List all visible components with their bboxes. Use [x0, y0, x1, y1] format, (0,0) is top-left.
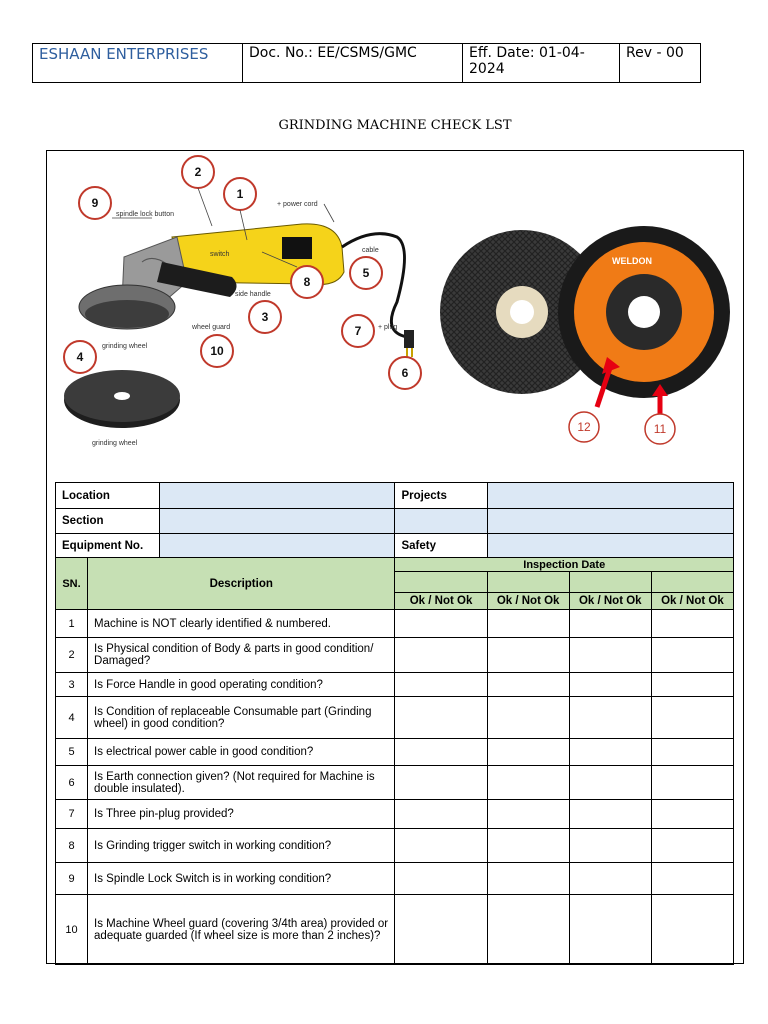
label-grinding-wheel-2: grinding wheel [92, 440, 138, 447]
status-cell[interactable] [651, 863, 733, 895]
grinder-illustration [52, 152, 742, 477]
label-wheel-guard: wheel guard [192, 324, 231, 331]
callout-3 [249, 301, 281, 333]
status-cell[interactable] [395, 766, 487, 800]
date-field-4[interactable] [651, 572, 733, 593]
effective-date: Eff. Date: 01-04-2024 [463, 44, 620, 82]
status-cell[interactable] [487, 766, 569, 800]
callout-9 [79, 187, 111, 219]
status-cell[interactable] [569, 697, 651, 739]
status-cell[interactable] [651, 697, 733, 739]
company-name: ESHAAN ENTERPRISES [33, 44, 243, 82]
row-sn: 10 [56, 895, 88, 965]
row-sn: 3 [56, 673, 88, 697]
label-cable: cable [362, 247, 379, 254]
row-description: Machine is NOT clearly identified & numbered. [88, 610, 395, 638]
label-plug: + plug [378, 324, 398, 331]
status-cell[interactable] [395, 739, 487, 766]
label-switch: switch [210, 251, 230, 258]
status-cell[interactable] [395, 829, 487, 863]
grinding-discs [440, 226, 730, 414]
callout-11 [645, 414, 675, 444]
status-cell[interactable] [569, 863, 651, 895]
table-row [56, 829, 734, 863]
revision: Rev - 00 [626, 45, 684, 61]
row-sn: 6 [56, 766, 88, 800]
row-description: Is Machine Wheel guard (covering 3/4th area) provided or adequate guarded (If wheel size is more than 2 inches)? [88, 895, 395, 965]
callout-12 [569, 412, 599, 442]
status-cell[interactable] [651, 766, 733, 800]
row-description: Is Three pin-plug provided? [88, 800, 395, 829]
status-cell[interactable] [487, 863, 569, 895]
document-header [32, 43, 701, 83]
sn-header: SN. [56, 558, 88, 610]
status-cell[interactable] [395, 638, 487, 673]
status-cell[interactable] [569, 610, 651, 638]
status-header-3: Ok / Not Ok [569, 593, 651, 610]
info-row-section [56, 509, 734, 534]
equipment-field[interactable] [160, 534, 395, 558]
date-field-1[interactable] [395, 572, 487, 593]
table-row [56, 697, 734, 739]
date-field-2[interactable] [487, 572, 569, 593]
table-row [56, 610, 734, 638]
section-field[interactable] [160, 509, 395, 534]
row-description: Is Spindle Lock Switch is in working condition? [88, 863, 395, 895]
status-cell[interactable] [487, 739, 569, 766]
row-description: Is Force Handle in good operating condition? [88, 673, 395, 697]
brand-label: WELDON [612, 256, 652, 266]
table-row [56, 800, 734, 829]
status-cell[interactable] [651, 673, 733, 697]
row-description: Is electrical power cable in good condition? [88, 739, 395, 766]
row-sn: 4 [56, 697, 88, 739]
info-row-equipment [56, 534, 734, 558]
inspection-date-header: Inspection Date [395, 558, 734, 572]
row-sn: 7 [56, 800, 88, 829]
doc-number: Doc. No.: EE/CSMS/GMC [243, 44, 463, 82]
label-spindle-lock: spindle lock button [116, 211, 174, 218]
row-description: Is Grinding trigger switch in working condition? [88, 829, 395, 863]
date-field-3[interactable] [569, 572, 651, 593]
row-sn: 1 [56, 610, 88, 638]
row-description: Is Condition of replaceable Consumable part (Grinding wheel) in good condition? [88, 697, 395, 739]
label-side-handle: side handle [235, 291, 271, 298]
svg-text:9: 9 [91, 196, 99, 210]
projects-label: Projects [395, 483, 487, 509]
status-cell[interactable] [569, 673, 651, 697]
svg-text:8: 8 [303, 275, 311, 289]
table-row [56, 739, 734, 766]
svg-text:7: 7 [354, 324, 362, 338]
status-cell[interactable] [651, 739, 733, 766]
status-cell[interactable] [395, 800, 487, 829]
status-cell[interactable] [395, 863, 487, 895]
header-row-1 [56, 558, 734, 572]
svg-text:12: 12 [577, 420, 591, 434]
page-title: GRINDING MACHINE CHECK LST [278, 118, 512, 133]
status-cell[interactable] [569, 739, 651, 766]
svg-text:4: 4 [76, 350, 84, 364]
status-cell[interactable] [569, 895, 651, 965]
svg-text:2: 2 [194, 165, 202, 179]
callout-5 [350, 257, 382, 289]
projects-field[interactable] [487, 483, 733, 509]
loose-grinding-wheel [64, 370, 180, 428]
status-cell[interactable] [487, 800, 569, 829]
status-cell[interactable] [569, 766, 651, 800]
callout-8 [291, 266, 323, 298]
status-cell[interactable] [569, 800, 651, 829]
table-row [56, 895, 734, 965]
callout-2 [182, 156, 214, 188]
row-description: Is Earth connection given? (Not required for Machine is double insulated). [88, 766, 395, 800]
status-header-1: Ok / Not Ok [395, 593, 487, 610]
svg-text:3: 3 [261, 310, 269, 324]
section-label: Section [56, 509, 160, 534]
section-extra-field[interactable] [395, 509, 487, 534]
svg-text:1: 1 [236, 187, 244, 201]
table-row [56, 766, 734, 800]
description-header: Description [88, 558, 395, 610]
info-row-location [56, 483, 734, 509]
label-power-cord: + power cord [277, 201, 318, 208]
row-sn: 8 [56, 829, 88, 863]
row-sn: 9 [56, 863, 88, 895]
row-description: Is Physical condition of Body & parts in good condition/ Damaged? [88, 638, 395, 673]
table-row [56, 673, 734, 697]
equipment-label: Equipment No. [56, 534, 160, 558]
status-cell[interactable] [487, 673, 569, 697]
table-row [56, 638, 734, 673]
status-header-4: Ok / Not Ok [651, 593, 733, 610]
status-cell[interactable] [651, 638, 733, 673]
section-extra-field-2[interactable] [487, 509, 733, 534]
status-cell[interactable] [651, 610, 733, 638]
callout-10 [201, 335, 233, 367]
safety-label: Safety [395, 534, 487, 558]
callout-1 [224, 178, 256, 210]
safety-field[interactable] [487, 534, 733, 558]
row-sn: 5 [56, 739, 88, 766]
svg-text:10: 10 [210, 344, 224, 358]
status-cell[interactable] [569, 829, 651, 863]
status-cell[interactable] [395, 697, 487, 739]
status-cell[interactable] [487, 697, 569, 739]
status-cell[interactable] [651, 895, 733, 965]
status-header-2: Ok / Not Ok [487, 593, 569, 610]
label-grinding-wheel-1: grinding wheel [102, 343, 148, 350]
svg-text:5: 5 [362, 266, 370, 280]
table-row [56, 863, 734, 895]
status-cell[interactable] [395, 610, 487, 638]
status-cell[interactable] [487, 638, 569, 673]
row-sn: 2 [56, 638, 88, 673]
status-cell[interactable] [487, 610, 569, 638]
status-cell[interactable] [487, 829, 569, 863]
status-cell[interactable] [487, 895, 569, 965]
callout-4 [64, 341, 96, 373]
svg-text:11: 11 [653, 422, 667, 436]
location-field[interactable] [160, 483, 395, 509]
callout-7 [342, 315, 374, 347]
status-cell[interactable] [651, 829, 733, 863]
status-cell[interactable] [395, 895, 487, 965]
checklist-table [55, 482, 734, 965]
location-label: Location [56, 483, 160, 509]
svg-text:6: 6 [401, 366, 409, 380]
status-cell[interactable] [395, 673, 487, 697]
callout-6 [389, 357, 421, 389]
status-cell[interactable] [651, 800, 733, 829]
status-cell[interactable] [569, 638, 651, 673]
